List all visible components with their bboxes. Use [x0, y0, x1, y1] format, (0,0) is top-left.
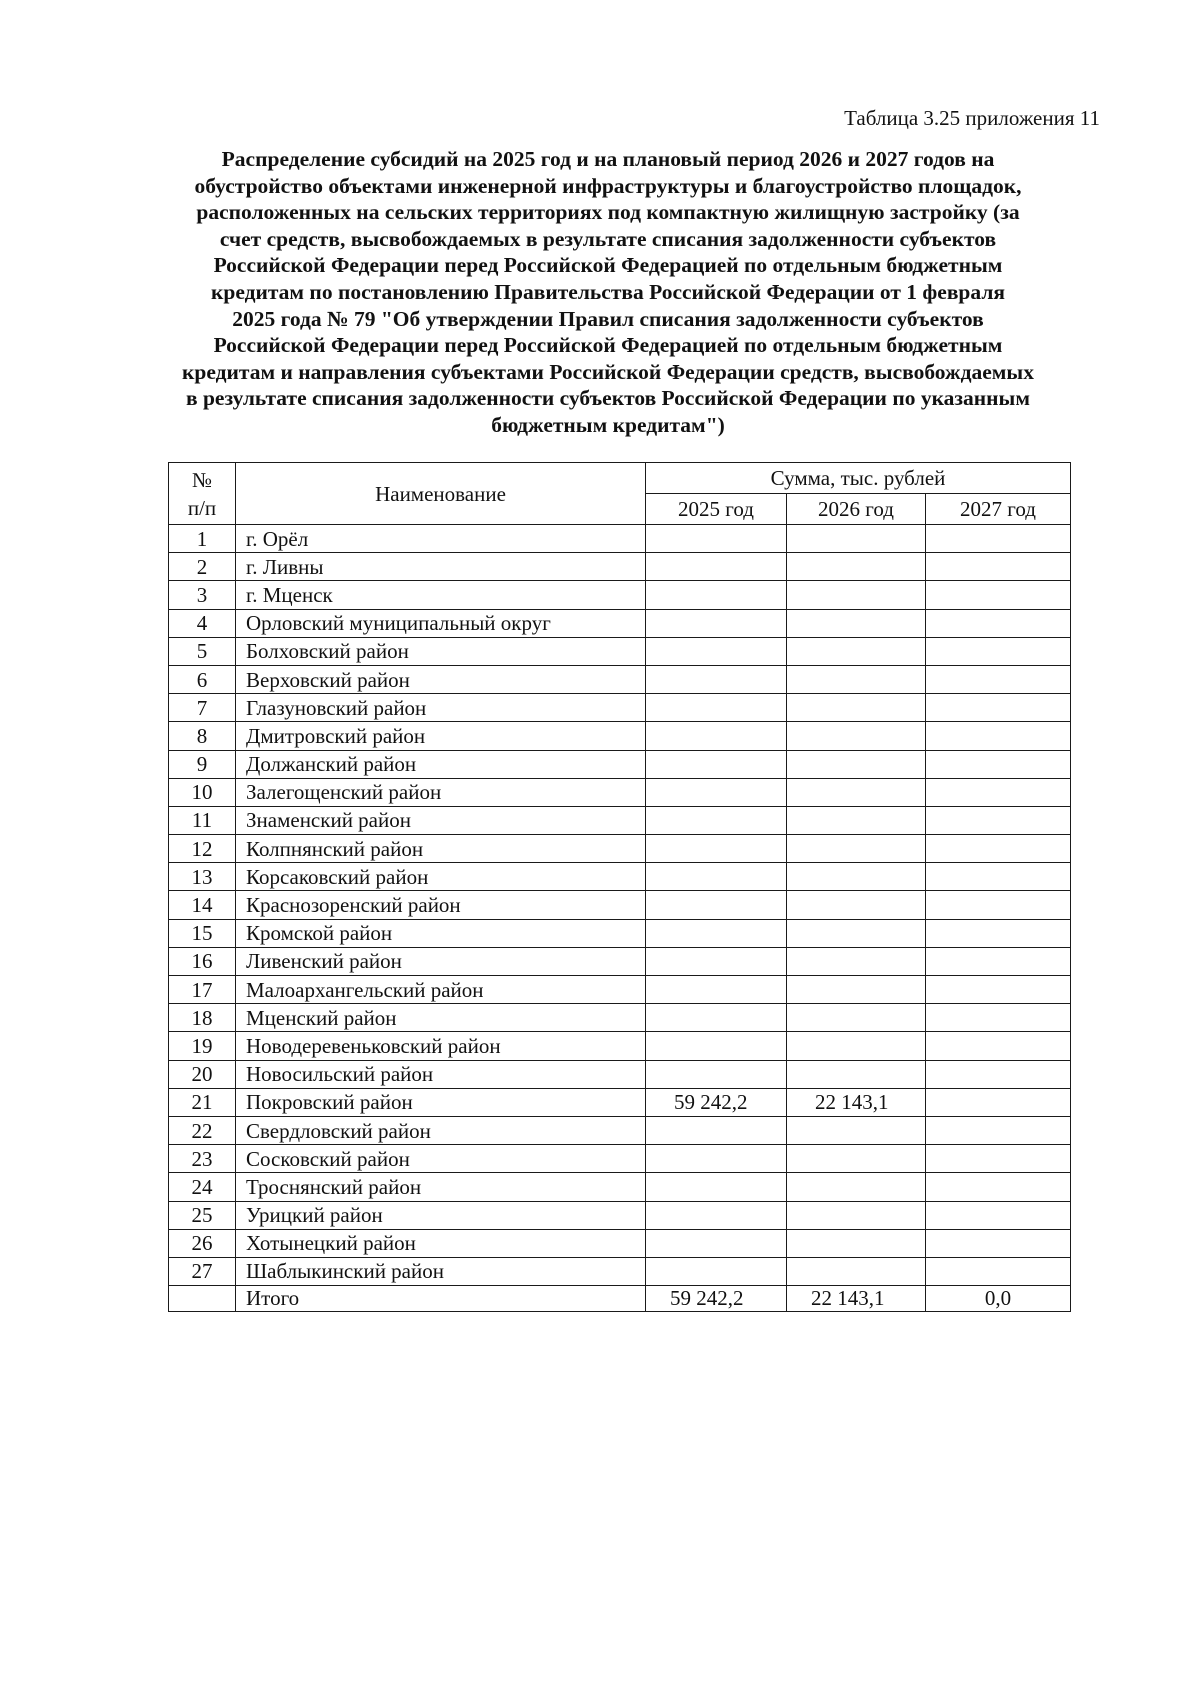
row-name: Покровский район [236, 1088, 646, 1116]
row-num: 25 [169, 1201, 236, 1229]
table-row [169, 1032, 1071, 1060]
row-value-2025 [646, 778, 787, 806]
row-value-2025 [646, 1173, 787, 1201]
row-value-2027 [926, 722, 1071, 750]
row-value-2026 [787, 609, 926, 637]
row-name: Урицкий район [236, 1201, 646, 1229]
row-value-2025 [646, 1145, 787, 1173]
row-value-2026 [787, 1229, 926, 1257]
row-num: 14 [169, 891, 236, 919]
row-value-2027 [926, 750, 1071, 778]
row-num: 7 [169, 694, 236, 722]
header-num-line1: № [191, 467, 213, 492]
row-name: Хотынецкий район [236, 1229, 646, 1257]
title-line: расположенных на сельских территориях под компактную жилищную застройку (за [196, 200, 1020, 225]
header-year-2027: 2027 год [926, 494, 1071, 525]
row-value-2025 [646, 694, 787, 722]
row-value-2026 [787, 947, 926, 975]
total-2026: 22 143,1 [787, 1286, 926, 1312]
row-num: 2 [169, 553, 236, 581]
row-value-2027 [926, 976, 1071, 1004]
row-num: 12 [169, 835, 236, 863]
row-value-2026 [787, 1116, 926, 1144]
row-name: Орловский муниципальный округ [236, 609, 646, 637]
row-value-2027 [926, 1004, 1071, 1032]
total-label: Итого [236, 1286, 646, 1312]
title-line: Российской Федерации перед Российской Федерацией по отдельным бюджетным [213, 333, 1003, 358]
table-row [169, 1229, 1071, 1257]
row-value-2027 [926, 637, 1071, 665]
row-num: 17 [169, 976, 236, 1004]
row-value-2027 [926, 1060, 1071, 1088]
row-value-2027 [926, 806, 1071, 834]
row-name: Ливенский район [236, 947, 646, 975]
row-num: 19 [169, 1032, 236, 1060]
row-name: Сосковский район [236, 1145, 646, 1173]
row-num: 20 [169, 1060, 236, 1088]
row-value-2026 [787, 778, 926, 806]
total-num-cell [169, 1286, 236, 1312]
row-value-2025 [646, 665, 787, 693]
row-value-2027 [926, 919, 1071, 947]
row-value-2026 [787, 1173, 926, 1201]
row-num: 10 [169, 778, 236, 806]
row-value-2026 [787, 835, 926, 863]
row-value-2026: 22 143,1 [787, 1088, 926, 1116]
row-value-2027 [926, 778, 1071, 806]
row-num: 26 [169, 1229, 236, 1257]
row-value-2025 [646, 835, 787, 863]
row-name: Краснозоренский район [236, 891, 646, 919]
row-value-2025 [646, 553, 787, 581]
table-row [169, 722, 1071, 750]
row-value-2026 [787, 891, 926, 919]
title-line: счет средств, высвобождаемых в результате списания задолженности субъектов [219, 226, 997, 251]
row-name: Мценский район [236, 1004, 646, 1032]
header-name: Наименование [236, 463, 646, 525]
row-name: Глазуновский район [236, 694, 646, 722]
row-num: 24 [169, 1173, 236, 1201]
row-value-2026 [787, 553, 926, 581]
row-name: Малоархангельский район [236, 976, 646, 1004]
row-value-2025 [646, 947, 787, 975]
row-num: 5 [169, 637, 236, 665]
header-year-2026: 2026 год [787, 494, 926, 525]
row-value-2027 [926, 1145, 1071, 1173]
title-line: Российской Федерации перед Российской Федерацией по отдельным бюджетным [213, 253, 1003, 278]
table-row [169, 919, 1071, 947]
row-value-2026 [787, 919, 926, 947]
row-name: Болховский район [236, 637, 646, 665]
row-value-2026 [787, 1060, 926, 1088]
row-num: 22 [169, 1116, 236, 1144]
row-num: 1 [169, 525, 236, 553]
row-num: 9 [169, 750, 236, 778]
row-value-2027 [926, 863, 1071, 891]
row-num: 4 [169, 609, 236, 637]
table-row [169, 947, 1071, 975]
row-value-2025 [646, 863, 787, 891]
row-num: 16 [169, 947, 236, 975]
row-value-2026 [787, 665, 926, 693]
row-value-2027 [926, 694, 1071, 722]
row-value-2025 [646, 806, 787, 834]
row-name: Новодеревеньковский район [236, 1032, 646, 1060]
row-value-2027 [926, 1229, 1071, 1257]
row-value-2026 [787, 1145, 926, 1173]
row-value-2027 [926, 553, 1071, 581]
row-value-2025 [646, 722, 787, 750]
subsidy-table [168, 462, 1071, 1312]
title-line: обустройство объектами инженерной инфраструктуры и благоустройство площадок, [194, 173, 1022, 198]
row-value-2027 [926, 665, 1071, 693]
row-value-2026 [787, 976, 926, 1004]
header-num-line2: п/п [187, 495, 217, 520]
row-value-2025 [646, 1060, 787, 1088]
row-value-2027 [926, 525, 1071, 553]
title-line: Распределение субсидий на 2025 год и на плановый период 2026 и 2027 годов на [221, 147, 995, 171]
row-value-2027 [926, 1088, 1071, 1116]
table-row [169, 1257, 1071, 1285]
row-value-2027 [926, 1116, 1071, 1144]
row-name: Корсаковский район [236, 863, 646, 891]
row-value-2026 [787, 1032, 926, 1060]
total-2027: 0,0 [926, 1286, 1071, 1312]
row-value-2027 [926, 891, 1071, 919]
row-value-2026 [787, 637, 926, 665]
row-name: Должанский район [236, 750, 646, 778]
row-value-2027 [926, 1032, 1071, 1060]
total-2025: 59 242,2 [646, 1286, 787, 1312]
table-row [169, 525, 1071, 553]
row-value-2027 [926, 581, 1071, 609]
row-value-2026 [787, 722, 926, 750]
row-num: 23 [169, 1145, 236, 1173]
row-name: Новосильский район [236, 1060, 646, 1088]
table-row [169, 1060, 1071, 1088]
row-value-2026 [787, 694, 926, 722]
title-line: бюджетным кредитам") [491, 412, 725, 437]
header-num [169, 463, 236, 525]
row-num: 18 [169, 1004, 236, 1032]
row-value-2025 [646, 1116, 787, 1144]
table-caption: Таблица 3.25 приложения 11 [844, 106, 1100, 130]
row-value-2025 [646, 581, 787, 609]
row-name: Знаменский район [236, 806, 646, 834]
header-row [169, 463, 1071, 494]
row-value-2026 [787, 1257, 926, 1285]
table-row [169, 1145, 1071, 1173]
table-row [169, 835, 1071, 863]
row-value-2026 [787, 750, 926, 778]
row-value-2025: 59 242,2 [646, 1088, 787, 1116]
row-value-2025 [646, 1201, 787, 1229]
row-num: 21 [169, 1088, 236, 1116]
row-num: 15 [169, 919, 236, 947]
row-value-2026 [787, 525, 926, 553]
row-value-2025 [646, 609, 787, 637]
row-value-2025 [646, 1032, 787, 1060]
row-value-2027 [926, 609, 1071, 637]
row-value-2027 [926, 1201, 1071, 1229]
title-line: кредитам по постановлению Правительства Российской Федерации от 1 февраля [210, 279, 1006, 304]
table-row [169, 581, 1071, 609]
row-num: 13 [169, 863, 236, 891]
table-row [169, 553, 1071, 581]
row-name: Дмитровский район [236, 722, 646, 750]
row-value-2025 [646, 750, 787, 778]
row-name: Залегощенский район [236, 778, 646, 806]
row-name: Верховский район [236, 665, 646, 693]
row-value-2026 [787, 581, 926, 609]
row-value-2026 [787, 806, 926, 834]
row-value-2025 [646, 1257, 787, 1285]
table-row [169, 976, 1071, 1004]
table-row [169, 1173, 1071, 1201]
table-row [169, 1201, 1071, 1229]
row-name: Колпнянский район [236, 835, 646, 863]
row-name: г. Орёл [236, 525, 646, 553]
row-name: Кромской район [236, 919, 646, 947]
table-row [169, 609, 1071, 637]
row-value-2027 [926, 835, 1071, 863]
row-value-2026 [787, 1004, 926, 1032]
total-row [169, 1286, 1071, 1312]
row-value-2027 [926, 1173, 1071, 1201]
row-name: Свердловский район [236, 1116, 646, 1144]
title-line: 2025 года № 79 "Об утверждении Правил списания задолженности субъектов [232, 306, 984, 331]
row-value-2026 [787, 863, 926, 891]
row-num: 11 [169, 806, 236, 834]
row-name: г. Ливны [236, 553, 646, 581]
row-num: 8 [169, 722, 236, 750]
header-sum: Сумма, тыс. рублей [646, 463, 1071, 494]
row-value-2025 [646, 891, 787, 919]
row-value-2026 [787, 1201, 926, 1229]
row-value-2027 [926, 1257, 1071, 1285]
row-value-2025 [646, 976, 787, 1004]
table-row [169, 637, 1071, 665]
document-title [128, 146, 1088, 439]
table-row [169, 1004, 1071, 1032]
row-value-2025 [646, 637, 787, 665]
row-name: Троснянский район [236, 1173, 646, 1201]
row-name: Шаблыкинский район [236, 1257, 646, 1285]
title-line: кредитам и направления субъектами Российской Федерации средств, высвобождаемых [182, 359, 1034, 384]
table-row [169, 750, 1071, 778]
table-row [169, 891, 1071, 919]
table-row [169, 1088, 1071, 1116]
row-name: г. Мценск [236, 581, 646, 609]
row-num: 3 [169, 581, 236, 609]
table-row [169, 778, 1071, 806]
table-row [169, 806, 1071, 834]
row-value-2025 [646, 1229, 787, 1257]
row-value-2025 [646, 1004, 787, 1032]
row-value-2025 [646, 919, 787, 947]
title-line: в результате списания задолженности субъектов Российской Федерации по указанным [185, 386, 1030, 411]
row-value-2027 [926, 947, 1071, 975]
header-year-2025: 2025 год [646, 494, 787, 525]
table-row [169, 694, 1071, 722]
row-value-2025 [646, 525, 787, 553]
table-row [169, 1116, 1071, 1144]
table-row [169, 665, 1071, 693]
table-row [169, 863, 1071, 891]
row-num: 6 [169, 665, 236, 693]
row-num: 27 [169, 1257, 236, 1285]
